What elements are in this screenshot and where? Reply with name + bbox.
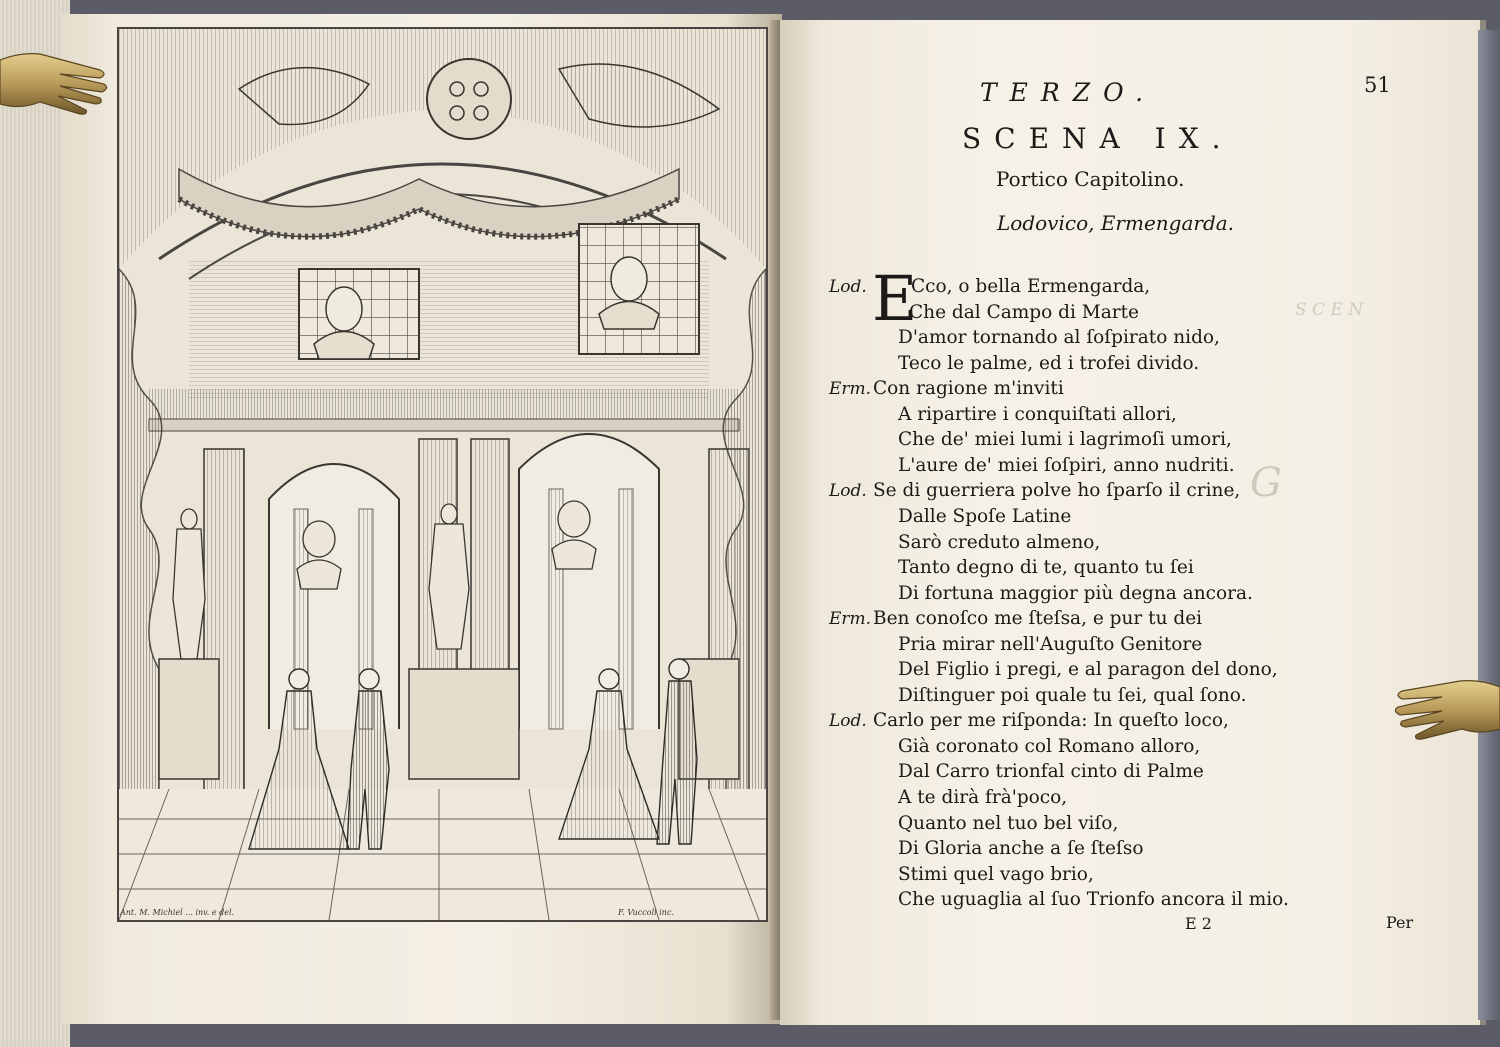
brass-page-holder-left [0, 40, 112, 120]
book-cover-edge [1478, 30, 1500, 1020]
verse-line: Di fortuna maggior più degna ancora. [898, 582, 1253, 604]
speaker-label: Lod. [829, 711, 867, 732]
verse-line: Stimi quel vago brio, [898, 863, 1094, 885]
brass-page-holder-right [1390, 665, 1500, 745]
verse-line: Dal Carro trionfal cinto di Palme [898, 761, 1204, 783]
verse-line: Di Gloria anche a ſe ſteſso [898, 838, 1144, 860]
verse-line: Già coronato col Romano alloro, [898, 735, 1201, 757]
verse-line: Quanto nel tuo bel viſo, [898, 812, 1119, 834]
scene-characters: Lodovico, Ermengarda. [997, 211, 1235, 235]
speaker-label: Lod. [829, 277, 867, 297]
scene-title: SCENA IX. [962, 122, 1234, 155]
plate-caption-left: Ant. M. Michiel ... inv. e del. [120, 908, 235, 917]
verse-line: L'aure de' miei ſoſpiri, anno nudriti. [898, 454, 1235, 476]
engraving-plate [117, 27, 768, 922]
verse-line: Con ragione m'inviti [873, 378, 1064, 400]
speaker-label: Erm. [829, 609, 872, 630]
verse-line: Dalle Spoſe Latine [898, 505, 1072, 527]
scene-location: Portico Capitolino. [996, 167, 1185, 191]
speaker-label: Lod. [829, 481, 867, 502]
catchword: Per [1386, 913, 1414, 932]
verse-line: D'amor tornando al ſoſpirato nido, [898, 327, 1220, 349]
drop-cap: E [872, 262, 918, 335]
verse-line: Diſtinguer poi quale tu ſei, qual ſono. [898, 684, 1247, 706]
bleed-through-initial: G [1250, 460, 1282, 506]
verse-line: Pria mirar nell'Auguſto Genitore [898, 633, 1203, 655]
engraving-illustration [119, 29, 766, 920]
verse-line: Carlo per me riſponda: In queſto loco, [873, 710, 1229, 732]
verse-line: Del Figlio i pregi, e al paragon del dono, [898, 659, 1278, 681]
page-number: 51 [1364, 73, 1391, 97]
verse-line: Che uguaglia al ſuo Trionfo ancora il mio. [898, 889, 1289, 911]
verse-line: Sarò creduto almeno, [898, 531, 1101, 553]
verse-line: Se di guerriera polve ho ſparſo il crine, [873, 480, 1241, 502]
running-head: TERZO. [980, 78, 1157, 107]
verse-line: Che de' miei lumi i lagrimoſi umori, [898, 429, 1232, 451]
verse-line: A te dirà frà'poco, [898, 787, 1068, 808]
verse-line: Teco le palme, ed i trofei divido. [898, 352, 1200, 374]
speaker-label: Erm. [829, 379, 872, 400]
signature-mark: E 2 [1185, 914, 1212, 933]
verse-line: Ben conoſco me ſteſsa, e pur tu dei [873, 608, 1203, 630]
verse-line: Tanto degno di te, quanto tu ſei [898, 557, 1194, 579]
bleed-through-text: S C E N [1295, 300, 1364, 320]
left-page-edges [0, 0, 70, 1047]
verse-line: Cco, o bella Ermengarda, [911, 276, 1151, 297]
verse-line: Che dal Campo di Marte [909, 301, 1139, 323]
plate-caption-right: F. Vuccoli inc. [618, 908, 674, 917]
verse-line: A ripartire i conquiſtati allori, [898, 403, 1177, 425]
